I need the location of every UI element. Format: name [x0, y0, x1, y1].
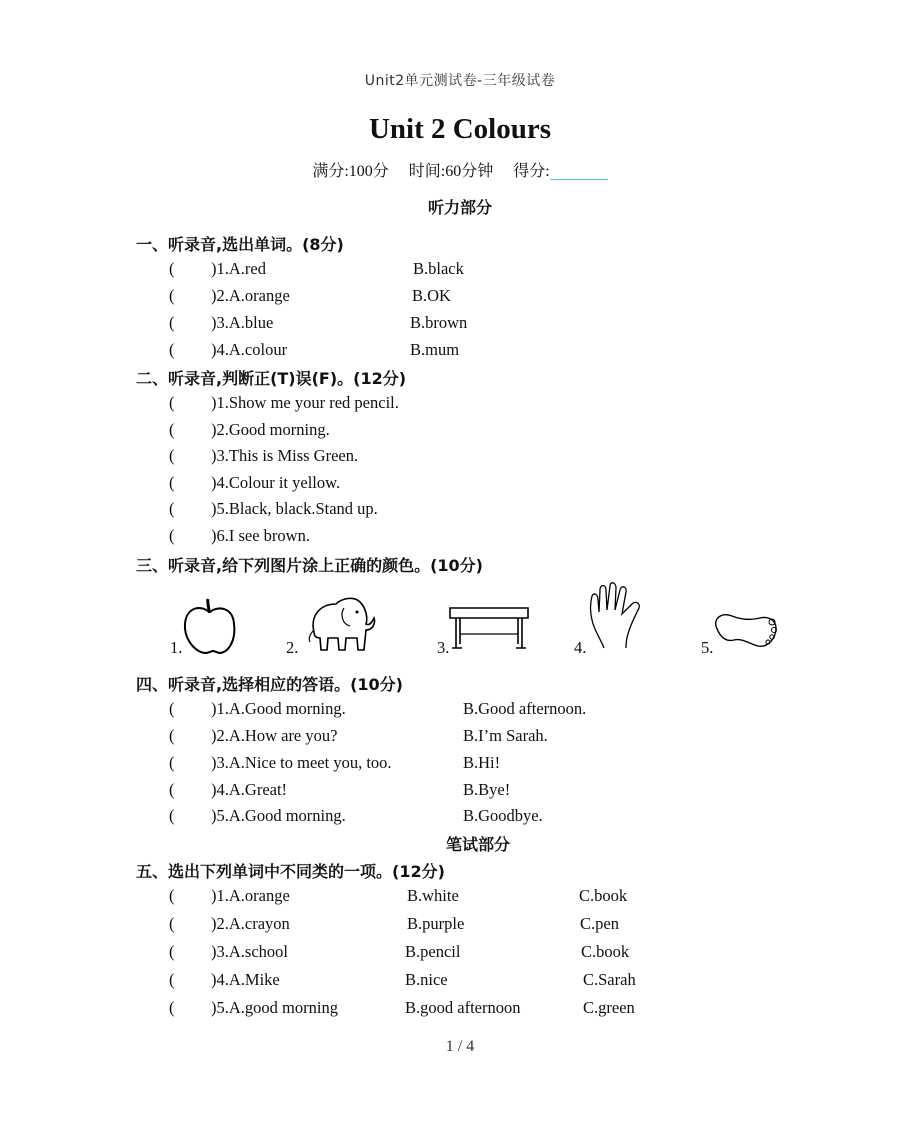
picture-number: 2.	[286, 638, 299, 657]
sec5-item: ( )2.A.crayon B.purple C.pen	[169, 914, 619, 933]
page-number: 1 / 4	[445, 1038, 475, 1055]
picture-number: 4.	[574, 638, 587, 657]
section-1-title: 一、听录音,选出单词。(8分)	[136, 235, 344, 254]
page-title: Unit 2 Colours	[368, 113, 552, 145]
sec4-item: ( )3.A.Nice to meet you, too. B.Hi!	[169, 753, 501, 772]
sec1-item: ( )2.A.orange B.OK	[169, 286, 451, 305]
sec2-item: ( )3.This is Miss Green.	[169, 446, 359, 465]
foot-icon	[712, 608, 780, 654]
sec5-item: ( )1.A.orange B.white C.book	[169, 886, 628, 905]
elephant-icon	[304, 594, 378, 656]
sec1-item: ( )4.A.colour B.mum	[169, 340, 460, 359]
section-2-title: 二、听录音,判断正(T)误(F)。(12分)	[136, 369, 407, 388]
apple-icon	[182, 598, 238, 656]
page-header: Unit2单元测试卷-三年级试卷	[364, 73, 556, 89]
hand-icon	[588, 582, 648, 654]
section-3-title: 三、听录音,给下列图片涂上正确的颜色。(10分)	[136, 556, 483, 575]
sec5-item: ( )4.A.Mike B.nice C.Sarah	[169, 970, 636, 989]
sec1-item: ( )3.A.blue B.brown	[169, 313, 468, 332]
exam-meta	[0, 158, 920, 181]
picture-number: 3.	[437, 638, 450, 657]
sec2-item: ( )2.Good morning.	[169, 420, 330, 439]
listening-part-heading: 听力部分	[427, 198, 492, 217]
sec4-item: ( )4.A.Great! B.Bye!	[169, 780, 511, 799]
score-blank	[550, 163, 608, 180]
sec2-item: ( )6.I see brown.	[169, 526, 310, 545]
section-5-title: 五、选出下列单词中不同类的一项。(12分)	[136, 862, 445, 881]
sec5-item: ( )3.A.school B.pencil C.book	[169, 942, 630, 961]
sec4-item: ( )2.A.How are you? B.I’m Sarah.	[169, 726, 548, 745]
sec2-item: ( )1.Show me your red pencil.	[169, 393, 399, 412]
sec4-item: ( )1.A.Good morning. B.Good afternoon.	[169, 699, 587, 718]
section-4-title: 四、听录音,选择相应的答语。(10分)	[136, 675, 403, 694]
sec2-item: ( )5.Black, black.Stand up.	[169, 499, 378, 518]
picture-number: 1.	[170, 638, 183, 657]
writing-part-heading: 笔试部分	[445, 835, 510, 854]
picture-number: 5.	[701, 638, 714, 657]
full-score: 满分:100分	[312, 163, 389, 180]
sec1-item: ( )1.A.red B.black	[169, 259, 464, 278]
sec4-item: ( )5.A.Good morning. B.Goodbye.	[169, 806, 543, 825]
sec2-item: ( )4.Colour it yellow.	[169, 473, 341, 492]
score-field: 得分:	[513, 163, 607, 180]
table-icon	[446, 604, 532, 652]
sec5-item: ( )5.A.good morning B.good afternoon C.green	[169, 998, 635, 1017]
time-limit: 时间:60分钟	[408, 163, 494, 180]
